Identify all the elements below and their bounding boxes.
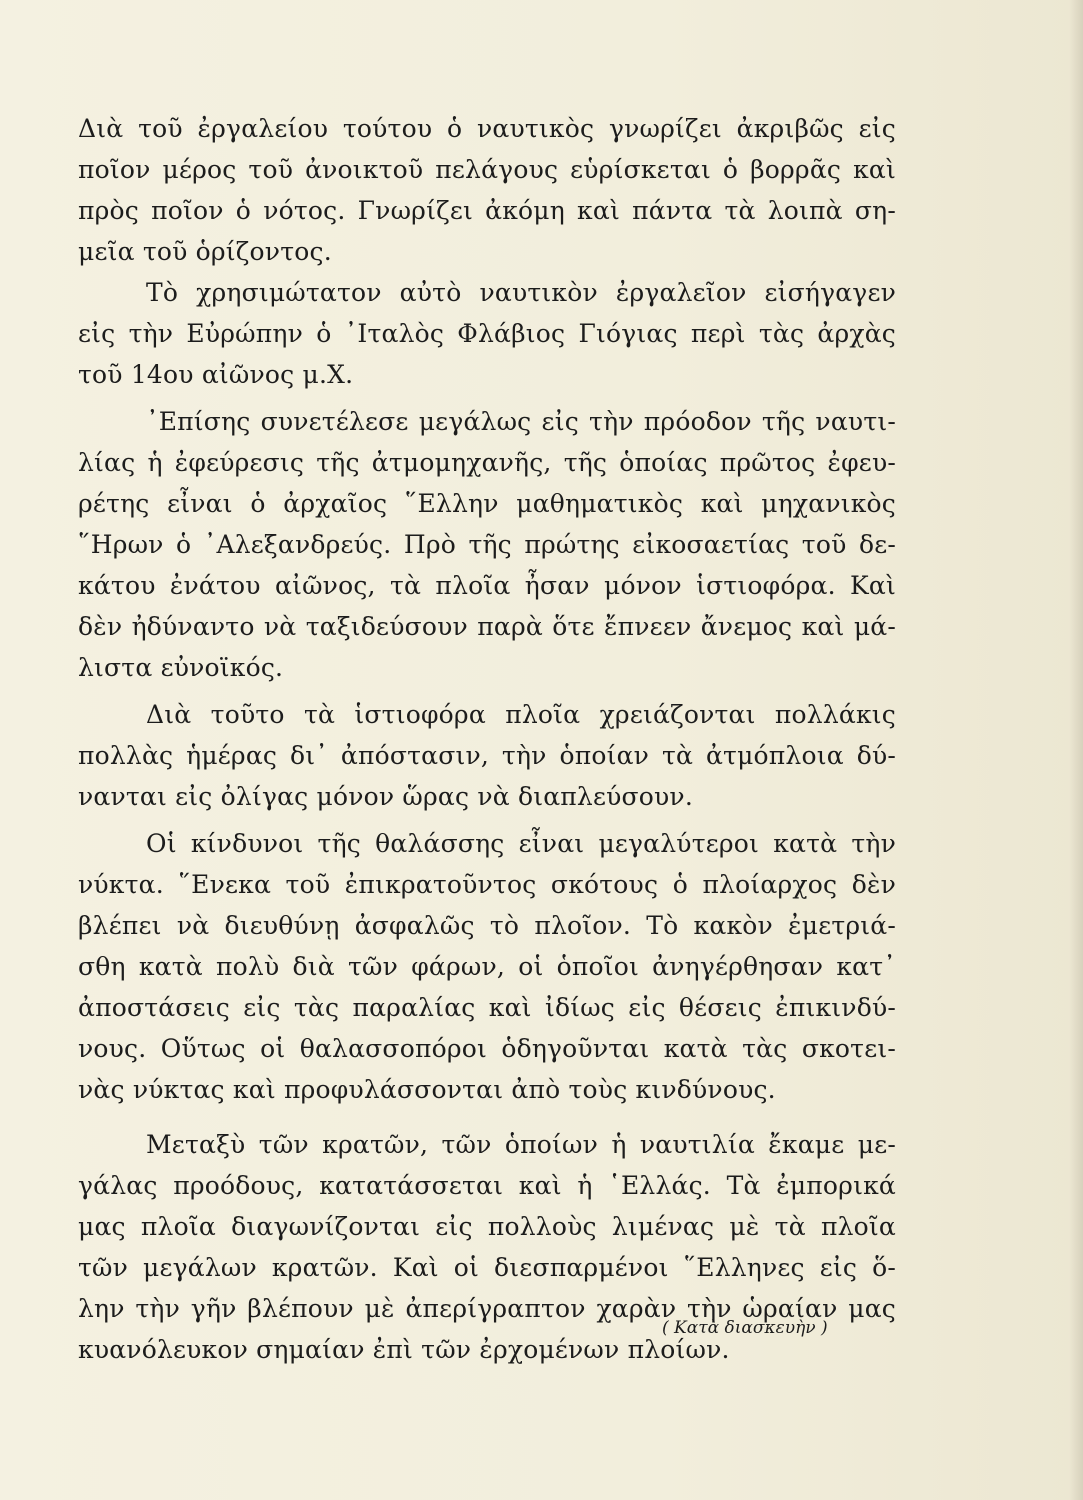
- text-line: κυανόλευκον σημαίαν ἐπὶ τῶν ἐρχομένων πλοίων.: [78, 1335, 730, 1364]
- text-line: νανται εἰς ὀλίγας μόνον ὥρας νὰ διαπλεύσουν.: [78, 782, 693, 811]
- text-line: νὰς νύκτας καὶ προφυλάσσονται ἀπὸ τοὺς κινδύνους.: [78, 1075, 776, 1104]
- text-line: νύκτα. ῞Ενεκα τοῦ ἐπικρατοῦντος σκότους ὁ πλοίαρχος δὲν: [78, 870, 896, 899]
- attribution-note: ( Κατὰ διασκευὴν ): [662, 1318, 828, 1338]
- text-line: Τὸ χρησιμώτατον αὐτὸ ναυτικὸν ἐργαλεῖον εἰσήγαγεν: [146, 278, 896, 307]
- text-line: ᾿Επίσης συνετέλεσε μεγάλως εἰς τὴν πρόοδον τῆς ναυτι-: [146, 407, 896, 436]
- text-line: πολλὰς ἡμέρας δι᾿ ἀπόστασιν, τὴν ὁποίαν τὰ ἀτμόπλοια δύ-: [78, 741, 896, 770]
- text-line: νους. Οὕτως οἱ θαλασσοπόροι ὁδηγοῦνται κατὰ τὰς σκοτει-: [78, 1034, 896, 1063]
- text-line: Μεταξὺ τῶν κρατῶν, τῶν ὁποίων ἡ ναυτιλία ἔκαμε με-: [146, 1130, 896, 1159]
- text-line: λίας ἡ ἐφεύρεσις τῆς ἀτμομηχανῆς, τῆς ὁποίας πρῶτος ἐφευ-: [78, 448, 896, 477]
- text-line: κάτου ἐνάτου αἰῶνος, τὰ πλοῖα ἦσαν μόνον ἱστιοφόρα. Καὶ: [78, 571, 896, 600]
- text-line: πρὸς ποῖον ὁ νότος. Γνωρίζει ἀκόμη καὶ πάντα τὰ λοιπὰ ση-: [78, 196, 896, 225]
- text-line: ποῖον μέρος τοῦ ἀνοικτοῦ πελάγους εὑρίσκεται ὁ βορρᾶς καὶ: [78, 155, 896, 184]
- text-line: ἀποστάσεις εἰς τὰς παραλίας καὶ ἰδίως εἰς θέσεις ἐπικινδύ-: [78, 993, 896, 1022]
- page-edge-shadow: [1069, 0, 1083, 1500]
- text-line: λιστα εὐνοϊκός.: [78, 653, 284, 682]
- text-line: βλέπει νὰ διευθύνῃ ἀσφαλῶς τὸ πλοῖον. Τὸ κακὸν ἐμετριά-: [78, 911, 896, 940]
- text-line: τοῦ 14ου αἰῶνος μ.Χ.: [78, 360, 354, 389]
- text-line: σθη κατὰ πολὺ διὰ τῶν φάρων, οἱ ὁποῖοι ἀνηγέρθησαν κατ᾿: [78, 952, 896, 981]
- text-line: εἰς τὴν Εὐρώπην ὁ ᾿Ιταλὸς Φλάβιος Γιόγιας περὶ τὰς ἀρχὰς: [78, 319, 896, 348]
- text-line: Οἱ κίνδυνοι τῆς θαλάσσης εἶναι μεγαλύτεροι κατὰ τὴν: [146, 829, 896, 858]
- text-line: γάλας προόδους, κατατάσσεται καὶ ἡ ῾Ελλάς. Τὰ ἐμπορικά: [78, 1171, 896, 1200]
- text-line: λην τὴν γῆν βλέπουν μὲ ἀπερίγραπτον χαρὰν τὴν ὡραίαν μας: [78, 1294, 896, 1323]
- body-text: [78, 108, 896, 1370]
- text-line: τῶν μεγάλων κρατῶν. Καὶ οἱ διεσπαρμένοι ῞Ελληνες εἰς ὅ-: [78, 1253, 896, 1282]
- text-line: μας πλοῖα διαγωνίζονται εἰς πολλοὺς λιμένας μὲ τὰ πλοῖα: [78, 1212, 896, 1241]
- text-line: μεῖα τοῦ ὁρίζοντος.: [78, 237, 332, 266]
- text-line: ῞Ηρων ὁ ᾿Αλεξανδρεύς. Πρὸ τῆς πρώτης εἰκοσαετίας τοῦ δε-: [78, 530, 896, 559]
- text-line: ρέτης εἶναι ὁ ἀρχαῖος ῞Ελλην μαθηματικὸς καὶ μηχανικὸς: [78, 489, 896, 518]
- text-line: δὲν ἠδύναντο νὰ ταξιδεύσουν παρὰ ὅτε ἔπνεεν ἄνεμος καὶ μά-: [78, 612, 896, 641]
- text-line: Διὰ τοῦ ἐργαλείου τούτου ὁ ναυτικὸς γνωρίζει ἀκριβῶς εἰς: [78, 114, 896, 143]
- text-line: Διὰ τοῦτο τὰ ἱστιοφόρα πλοῖα χρειάζονται πολλάκις: [146, 700, 896, 729]
